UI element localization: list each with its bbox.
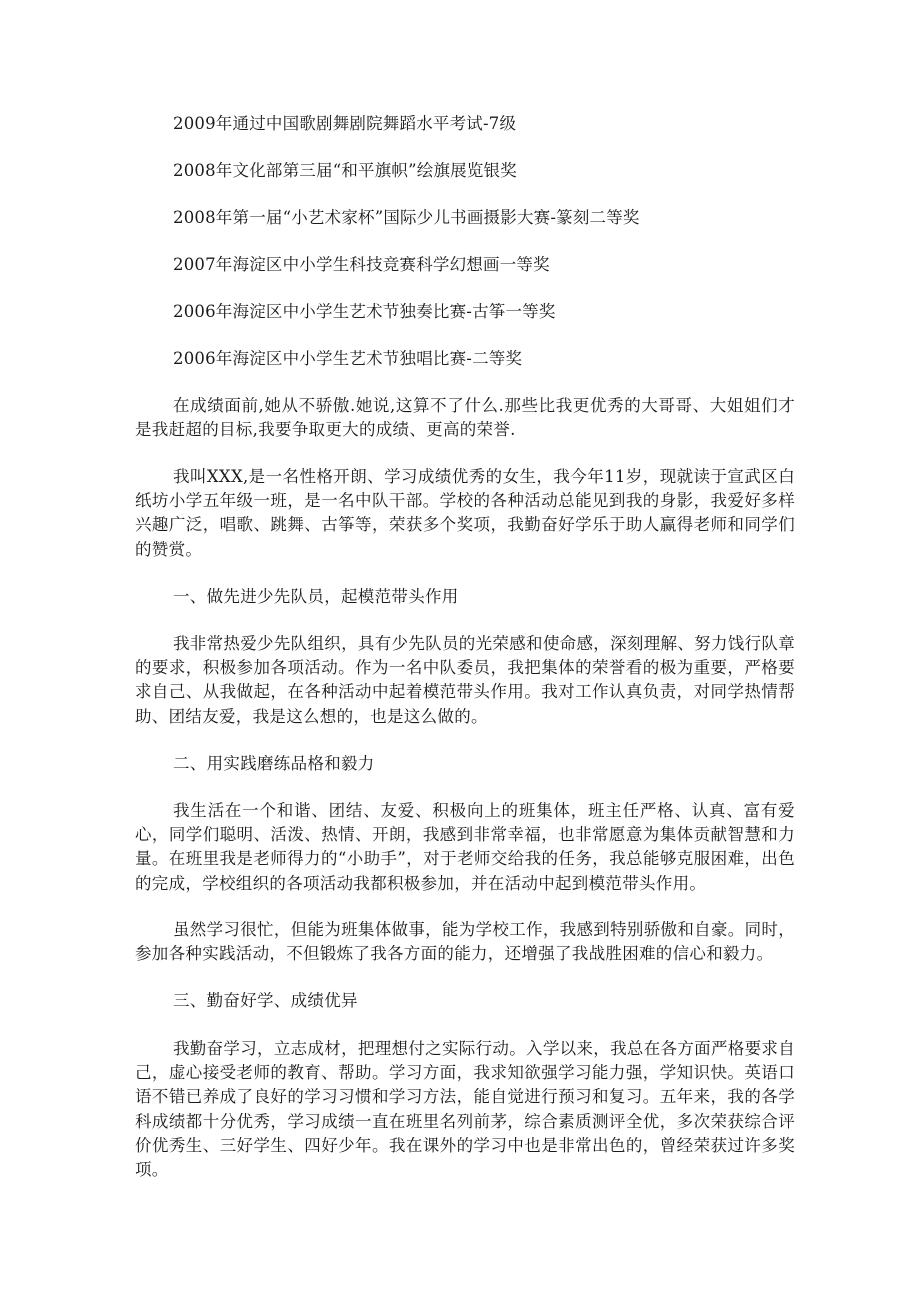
paragraph-class-collective: 我生活在一个和谐、团结、友爱、积极向上的班集体，班主任严格、认真、富有爱心，同学们聪明、活泼、热情、开朗，我感到非常幸福，也非常愿意为集体贡献智慧和力量。在班里我是老师得力的“小助手”，对于老师交给我的任务，我总能够克服困难，出色的完成，学校组织的各项活动我都积极参加，并在活动中起到模范带头作用。 — [135, 801, 795, 893]
section-heading-3: 三、勤奋好学、成绩优异 — [173, 991, 358, 1010]
paragraph-study: 我勤奋学习，立志成材，把理想付之实际行动。入学以来，我总在各方面严格要求自己，虚心接受老师的教育、帮助。学习方面，我求知欲强学习能力强，学知识快。英语口语不错已养成了良好的学习习惯和学习方法，能自觉进行预习和复习。五年来，我的各学科成绩都十分优秀，学习成绩一直在班里名列前茅，综合素质测评全优，多次荣获综合评价优秀生、三好学生、四好少年。我在课外的学习中也是非常出色的，曾经荣获过许多奖项。 — [135, 1039, 795, 1180]
section-heading-2: 二、用实践磨练品格和毅力 — [173, 754, 375, 773]
award-item: 2006年海淀区中小学生艺术节独奏比赛-古筝一等奖 — [173, 302, 556, 321]
award-item: 2007年海淀区中小学生科技竞赛科学幻想画一等奖 — [173, 255, 550, 274]
award-item: 2006年海淀区中小学生艺术节独唱比赛-二等奖 — [173, 349, 523, 368]
section-heading-1: 一、做先进少先队员，起模范带头作用 — [173, 587, 459, 606]
paragraph-intro: 我叫XXX,是一名性格开朗、学习成绩优秀的女生，我今年11岁，现就读于宣武区白纸坊小学五年级一班，是一名中队干部。学校的各种活动总能见到我的身影，我爱好多样兴趣广泛，唱歌、跳舞、古筝等，荣获多个奖项，我勤奋好学乐于助人赢得老师和同学们的赞赏。 — [135, 467, 795, 559]
award-item: 2009年通过中国歌剧舞剧院舞蹈水平考试-7级 — [173, 114, 517, 133]
award-item: 2008年第一届“小艺术家杯”国际少儿书画摄影大赛-篆刻二等奖 — [173, 208, 640, 227]
paragraph-young-pioneer: 我非常热爱少先队组织，具有少先队员的光荣感和使命感，深刻理解、努力饯行队章的要求，积极参加各项活动。作为一名中队委员，我把集体的荣誉看的极为重要，严格要求自己、从我做起，在各种活动中起着模范带头作用。我对工作认真负责，对同学热情帮助、团结友爱，我是这么想的，也是这么做的。 — [135, 634, 795, 726]
award-item: 2008年文化部第三届“和平旗帜”绘旗展览银奖 — [173, 161, 517, 180]
paragraph-practice: 虽然学习很忙，但能为班集体做事，能为学校工作，我感到特别骄傲和自豪。同时，参加各种实践活动，不但锻炼了我各方面的能力，还增强了我战胜困难的信心和毅力。 — [135, 920, 795, 964]
paragraph-modesty: 在成绩面前,她从不骄傲.她说,这算不了什么.那些比我更优秀的大哥哥、大姐姐们才是我赶超的目标,我要争取更大的成绩、更高的荣誉. — [135, 396, 795, 440]
